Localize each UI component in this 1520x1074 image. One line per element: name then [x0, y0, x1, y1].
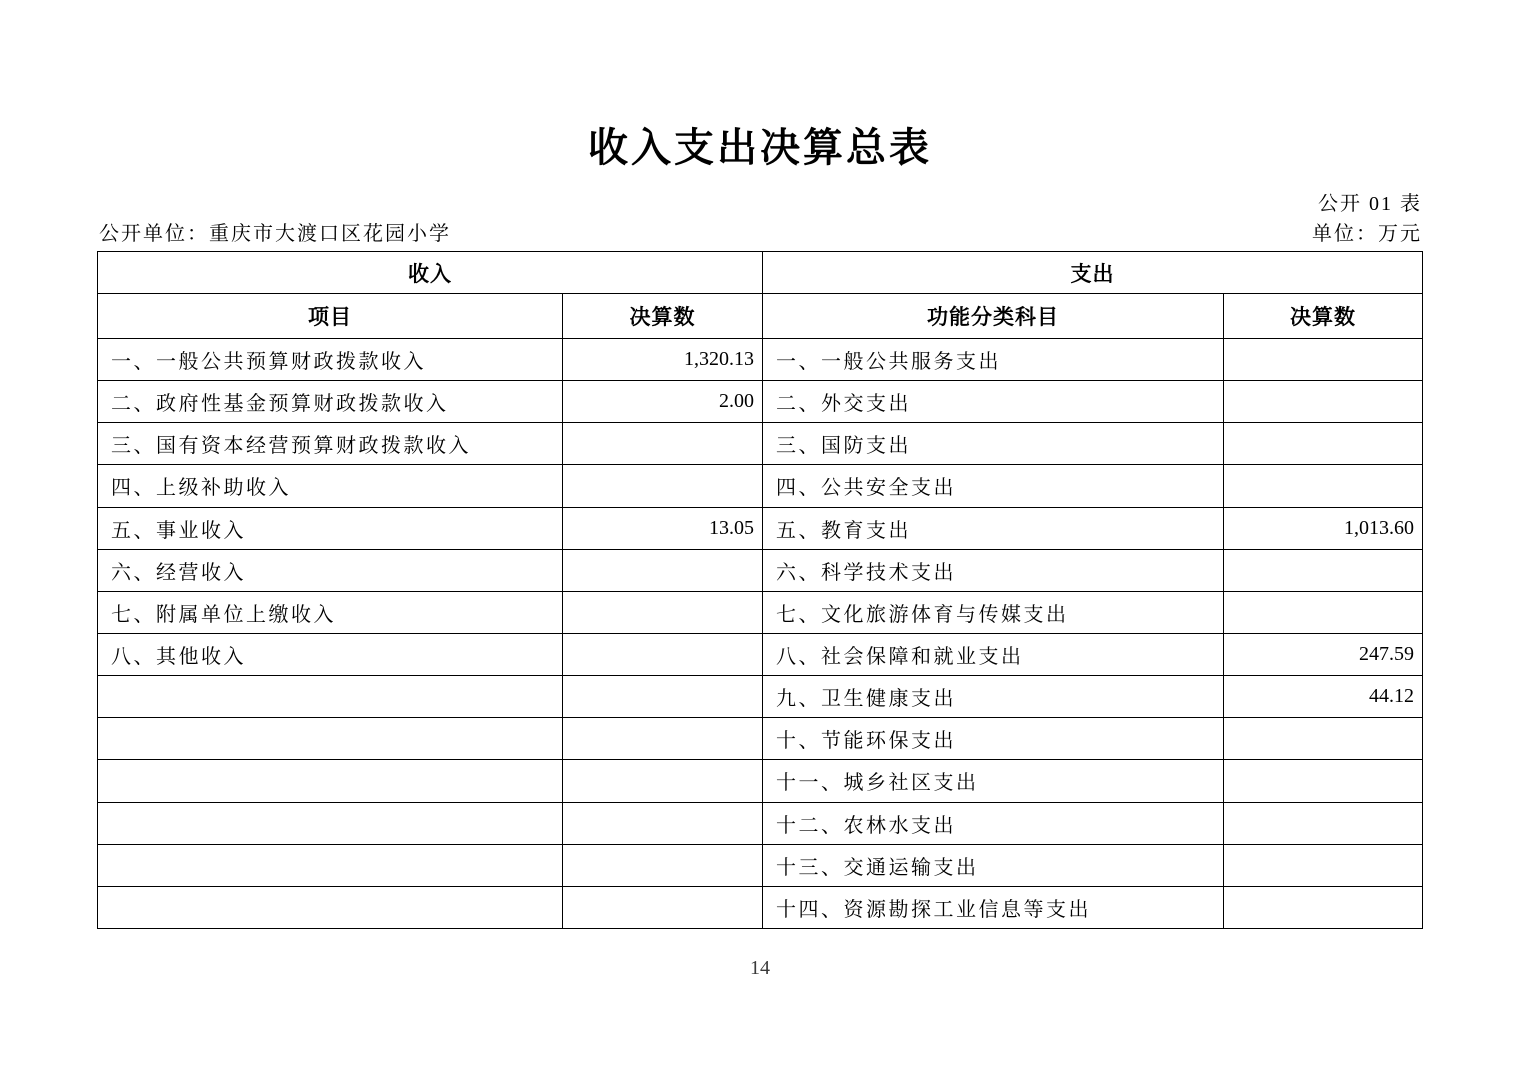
expenditure-item-column-header: 功能分类科目 [763, 294, 1224, 339]
expenditure-item: 八、社会保障和就业支出 [763, 633, 1224, 675]
expenditure-item: 十一、城乡社区支出 [763, 760, 1224, 802]
table-row [98, 760, 1423, 802]
table-row [98, 844, 1423, 886]
expenditure-item: 十二、农林水支出 [763, 802, 1224, 844]
expenditure-item: 十三、交通运输支出 [763, 844, 1224, 886]
income-item: 六、经营收入 [98, 549, 563, 591]
expenditure-amount [1224, 381, 1423, 423]
expenditure-item: 十、节能环保支出 [763, 718, 1224, 760]
income-amount [563, 886, 763, 928]
income-item: 三、国有资本经营预算财政拨款收入 [98, 423, 563, 465]
expenditure-item: 四、公共安全支出 [763, 465, 1224, 507]
income-amount [563, 718, 763, 760]
income-item: 五、事业收入 [98, 507, 563, 549]
expenditure-section-header: 支出 [763, 252, 1423, 294]
public-unit-label: 公开单位：重庆市大渡口区花园小学 [99, 223, 451, 245]
expenditure-amount: 44.12 [1224, 676, 1423, 718]
income-item [98, 844, 563, 886]
expenditure-amount [1224, 549, 1423, 591]
income-amount [563, 465, 763, 507]
table-row [98, 549, 1423, 591]
income-item [98, 676, 563, 718]
income-amount [563, 844, 763, 886]
expenditure-amount [1224, 844, 1423, 886]
expenditure-item: 九、卫生健康支出 [763, 676, 1224, 718]
income-item: 一、一般公共预算财政拨款收入 [98, 339, 563, 381]
income-amount [563, 676, 763, 718]
expenditure-amount [1224, 465, 1423, 507]
table-row [98, 718, 1423, 760]
table-row [98, 381, 1423, 423]
income-item [98, 802, 563, 844]
unit-of-measure-label: 单位：万元 [1312, 223, 1422, 245]
expenditure-amount: 1,013.60 [1224, 507, 1423, 549]
section-header-row [98, 252, 1423, 294]
expenditure-item: 十四、资源勘探工业信息等支出 [763, 886, 1224, 928]
income-section-header: 收入 [98, 252, 763, 294]
expenditure-amount-column-header: 决算数 [1224, 294, 1423, 339]
expenditure-item: 六、科学技术支出 [763, 549, 1224, 591]
table-row [98, 507, 1423, 549]
table-row [98, 633, 1423, 675]
income-item: 二、政府性基金预算财政拨款收入 [98, 381, 563, 423]
table-row [98, 339, 1423, 381]
table-row [98, 423, 1423, 465]
table-row [98, 886, 1423, 928]
income-amount [563, 591, 763, 633]
expenditure-item: 一、一般公共服务支出 [763, 339, 1224, 381]
income-amount: 1,320.13 [563, 339, 763, 381]
table-row [98, 676, 1423, 718]
income-item: 七、附属单位上缴收入 [98, 591, 563, 633]
table-body [98, 339, 1423, 929]
column-header-row [98, 294, 1423, 339]
expenditure-amount: 247.59 [1224, 633, 1423, 675]
budget-summary-table [97, 251, 1423, 929]
income-item-column-header: 项目 [98, 294, 563, 339]
expenditure-amount [1224, 760, 1423, 802]
income-amount [563, 802, 763, 844]
expenditure-amount [1224, 339, 1423, 381]
meta-block [99, 190, 1422, 249]
meta-line [99, 219, 1422, 249]
income-amount [563, 423, 763, 465]
expenditure-item: 五、教育支出 [763, 507, 1224, 549]
expenditure-amount [1224, 802, 1423, 844]
expenditure-amount [1224, 423, 1423, 465]
expenditure-amount [1224, 718, 1423, 760]
income-item [98, 760, 563, 802]
income-amount [563, 549, 763, 591]
expenditure-item: 二、外交支出 [763, 381, 1224, 423]
income-item: 八、其他收入 [98, 633, 563, 675]
page-title: 收入支出决算总表 [588, 126, 932, 170]
table-row [98, 802, 1423, 844]
table-row [98, 591, 1423, 633]
income-amount [563, 760, 763, 802]
income-item [98, 886, 563, 928]
table-row [98, 465, 1423, 507]
income-item: 四、上级补助收入 [98, 465, 563, 507]
expenditure-amount [1224, 591, 1423, 633]
income-item [98, 718, 563, 760]
expenditure-item: 三、国防支出 [763, 423, 1224, 465]
expenditure-amount [1224, 886, 1423, 928]
income-amount: 2.00 [563, 381, 763, 423]
income-amount [563, 633, 763, 675]
table-code: 公开 01 表 [1318, 193, 1422, 215]
expenditure-item: 七、文化旅游体育与传媒支出 [763, 591, 1224, 633]
page-number: 14 [750, 957, 770, 979]
income-amount-column-header: 决算数 [563, 294, 763, 339]
income-amount: 13.05 [563, 507, 763, 549]
